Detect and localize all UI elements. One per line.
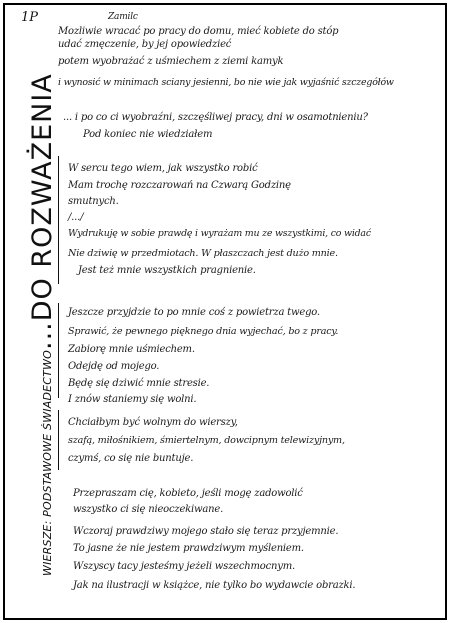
page-number: 1P — [21, 10, 39, 25]
section-3-line: szafą, miłośnikiem, śmiertelnym, dowcipnym telewizyjnym, — [68, 435, 345, 446]
section-3-line: czymś, co się nie buntuje. — [68, 453, 194, 464]
section-1-line: Jest też mnie wszystkich pragnienie. — [78, 265, 256, 276]
section-1-line: Nie dziwię w przedmiotach. W płaszczach jest dużo mnie. — [68, 248, 338, 259]
section-1-line: W sercu tego wiem, jak wszystko robić — [68, 163, 258, 174]
header-line: i wynosić w minimach sciany jesienni, bo nie wie jak wyjaśnić szczegółów — [58, 77, 394, 88]
section-4-line: Wszyscy tacy jesteśmy jeżeli wszechmocnym. — [73, 561, 295, 572]
sidebar-subtitle: WIERSZE: PODSTAWOWE ŚWIADECTWO — [41, 349, 54, 576]
section-4-line: wszystko ci się nieoczekiwane. — [73, 504, 224, 515]
section-4-line: To jasne że nie jestem prawdziwym myśleniem. — [73, 543, 304, 554]
section-bracket — [58, 303, 59, 398]
section-2-line: Odejdę od mojego. — [68, 361, 160, 372]
question-line: ... i po co ci wyobraźni, szczęśliwej pracy, dni w osamotnieniu? — [63, 112, 368, 123]
section-2-line: Będę się dziwić mnie stresie. — [68, 378, 210, 389]
question-line: Pod koniec nie wiedziałem — [83, 129, 213, 140]
section-4-line: Przepraszam cię, kobieto, jeśli mogę zadowolić — [73, 488, 303, 499]
section-bracket — [58, 156, 59, 284]
section-3-line: Chciałbym być wolnym do wierszy, — [68, 417, 238, 428]
manuscript-page — [13, 8, 437, 614]
section-bracket — [58, 410, 59, 470]
section-2-line: Jeszcze przyjdzie to po mnie coś z powietrza twego. — [68, 307, 320, 318]
section-1-line: /.../ — [68, 212, 84, 223]
sidebar-title — [27, 73, 58, 576]
section-4-line: Wczoraj prawdziwy mojego stało się teraz przyjemnie. — [73, 526, 339, 537]
section-2-line: Sprawić, że pewnego pięknego dnia wyjechać, bo z pracy. — [68, 326, 339, 337]
header-line: udać zmęczenie, by jej opowiedzieć — [58, 39, 232, 50]
section-2-line: I znów staniemy się wolni. — [68, 394, 197, 405]
header-line: Mozliwie wracać po pracy do domu, mieć kobiete do stóp — [58, 26, 339, 37]
header-line: Zamilc — [108, 12, 138, 22]
page-frame — [3, 3, 447, 620]
section-1-line: Mam trochę rozczarowań na Czwarą Godzinę — [68, 180, 291, 191]
section-1-line: smutnych. — [68, 196, 119, 207]
section-2-line: Zabiorę mnie uśmiechem. — [68, 344, 195, 355]
section-4-line: Jak na ilustracji w książce, nie tylko bo wydawcie obrazki. — [73, 580, 356, 591]
header-line: potem wyobrażać z uśmiechem z ziemi kamyk — [58, 56, 284, 67]
sidebar-heading: ...DO ROZWAŻENIA — [27, 73, 58, 350]
section-1-line: Wydrukuję w sobie prawdę i wyrażam mu ze wszystkimi, co widać — [68, 228, 371, 239]
